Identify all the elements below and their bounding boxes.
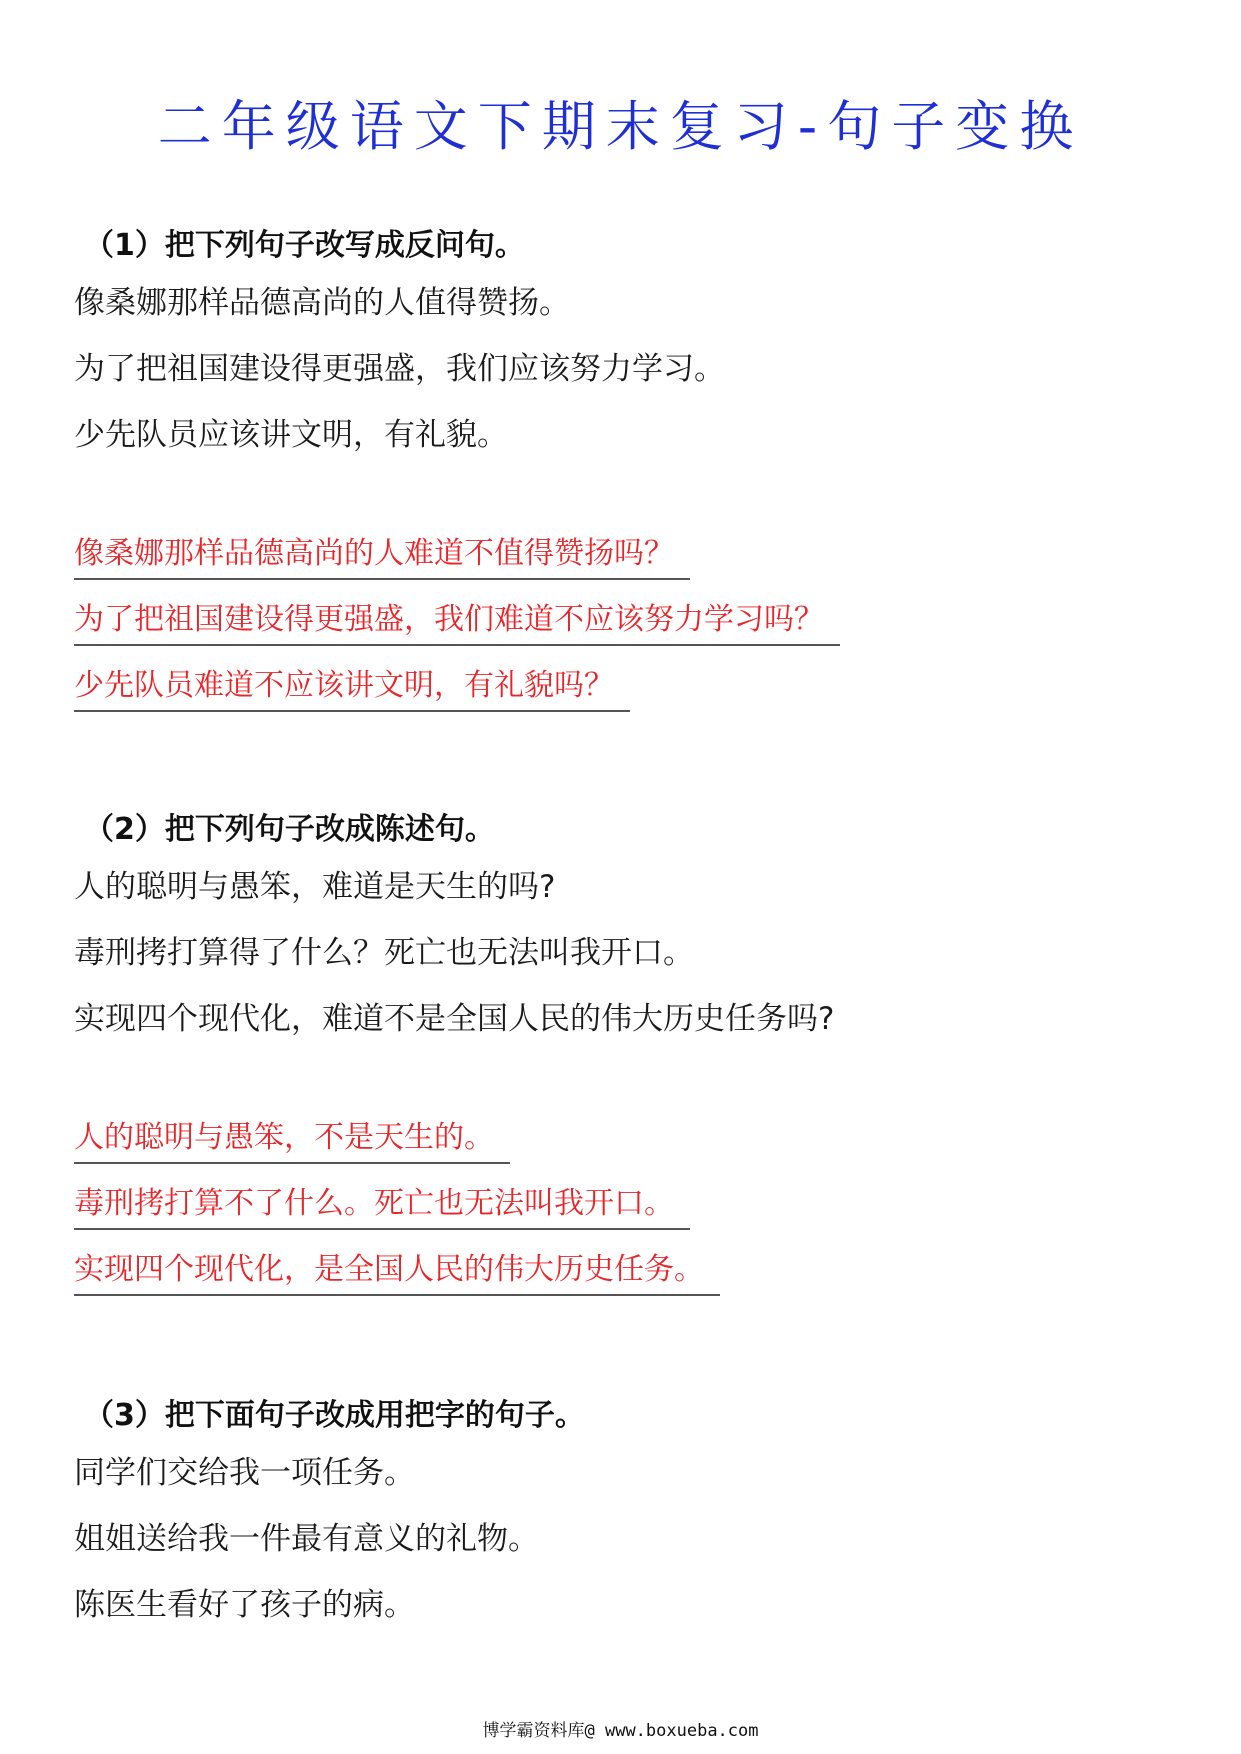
question-sentence: 为了把祖国建设得更强盛，我们应该努力学习。 [74, 351, 725, 387]
section-3 [74, 1396, 1174, 1638]
answer-line [74, 1114, 1174, 1180]
answer-line [74, 1180, 1174, 1246]
answer-list [74, 1114, 1174, 1312]
question-sentence: 像桑娜那样品德高尚的人值得赞扬。 [74, 285, 570, 321]
question-list [74, 854, 1174, 1052]
question-sentence: 姐姐送给我一件最有意义的礼物。 [74, 1521, 539, 1557]
question-list [74, 270, 1174, 468]
section-2 [74, 810, 1174, 1312]
question-sentence: 陈医生看好了孩子的病。 [74, 1587, 415, 1623]
answer-line [74, 596, 1174, 662]
question-sentence: 实现四个现代化，难道不是全国人民的伟大历史任务吗? [74, 1001, 835, 1037]
section-heading: （2）把下列句子改成陈述句。 [84, 812, 495, 847]
section-heading: （3）把下面句子改成用把字的句子。 [84, 1398, 585, 1433]
answer-sentence: 少先队员难道不应该讲文明，有礼貌吗？ [74, 662, 630, 712]
question-list [74, 1440, 1174, 1638]
question-sentence: 毒刑拷打算得了什么？死亡也无法叫我开口。 [74, 935, 694, 971]
question-sentence: 少先队员应该讲文明，有礼貌。 [74, 417, 508, 453]
answer-sentence: 毒刑拷打算不了什么。死亡也无法叫我开口。 [74, 1180, 690, 1230]
question-sentence: 人的聪明与愚笨，难道是天生的吗? [74, 869, 556, 905]
answer-sentence: 实现四个现代化，是全国人民的伟大历史任务。 [74, 1246, 720, 1296]
answer-sentence: 像桑娜那样品德高尚的人难道不值得赞扬吗？ [74, 530, 690, 580]
answer-line [74, 662, 1174, 728]
answer-list [74, 530, 1174, 728]
footer-watermark: 博学霸资料库@ www.boxueba.com [482, 1721, 759, 1741]
answer-line [74, 1246, 1174, 1312]
question-sentence: 同学们交给我一项任务。 [74, 1455, 415, 1491]
answer-line [74, 530, 1174, 596]
answer-sentence: 人的聪明与愚笨，不是天生的。 [74, 1114, 510, 1164]
answer-sentence: 为了把祖国建设得更强盛，我们难道不应该努力学习吗？ [74, 596, 840, 646]
section-1 [74, 226, 1174, 728]
section-heading: （1）把下列句子改写成反问句。 [84, 228, 525, 263]
page-title: 二年级语文下期末复习-句子变换 [157, 95, 1084, 158]
